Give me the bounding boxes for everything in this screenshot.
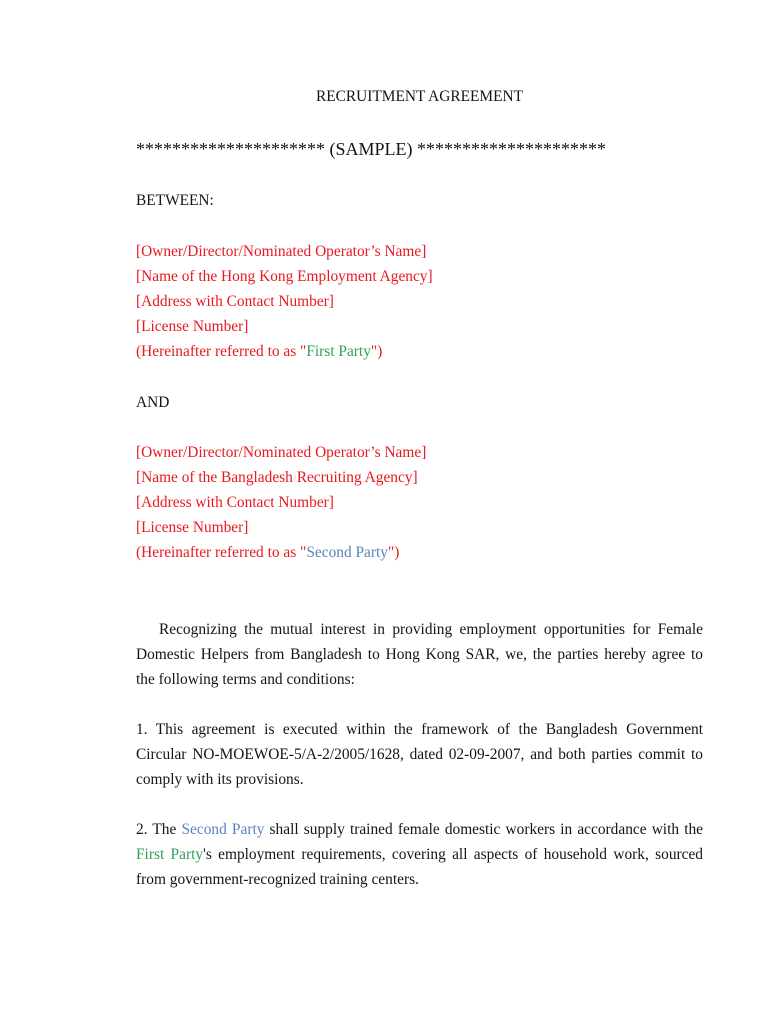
first-party-term: First Party — [136, 846, 204, 864]
first-party-term: First Party — [306, 343, 371, 361]
second-party-referred-as — [136, 540, 703, 565]
clause-1-line: Circular NO-MOEWOE-5/A-2/2005/1628, dated 02-09-2007, and both parties commit to — [136, 746, 703, 764]
clause-2 — [136, 817, 703, 892]
clause-1-line: comply with its provisions. — [136, 771, 304, 789]
first-party-agency-name: [Name of the Hong Kong Employment Agency] — [136, 268, 433, 286]
referred-suffix: ") — [388, 544, 400, 562]
first-party-owner-name: [Owner/Director/Nominated Operator’s Name] — [136, 243, 427, 260]
intro-line: the following terms and conditions: — [136, 671, 355, 689]
clause-2-text: from government-recognized training centers. — [136, 871, 419, 889]
clause-2-line — [136, 867, 703, 892]
sample-banner: ********************* (SAMPLE) ********************* — [136, 139, 607, 159]
intro-paragraph — [136, 617, 703, 692]
second-party-agency-name: [Name of the Bangladesh Recruiting Agency] — [136, 469, 418, 487]
and-label: AND — [136, 394, 170, 411]
first-party-license: [License Number] — [136, 318, 249, 336]
clause-2-text: shall supply trained female domestic workers in accordance with the — [264, 821, 703, 838]
clause-2-line — [136, 817, 703, 842]
first-party-address: [Address with Contact Number] — [136, 293, 334, 311]
clause-2-text: 's employment requirements, covering all aspects of household work, sourced — [203, 846, 703, 864]
second-party-address: [Address with Contact Number] — [136, 494, 334, 512]
intro-line: Recognizing the mutual interest in providing employment opportunities for Female — [159, 621, 703, 638]
second-party-term: Second Party — [181, 821, 265, 838]
between-label: BETWEEN: — [136, 192, 214, 209]
second-party-owner-name: [Owner/Director/Nominated Operator’s Name] — [136, 444, 427, 461]
second-party-term: Second Party — [306, 544, 388, 562]
first-party-referred-as — [136, 339, 703, 364]
referred-prefix: (Hereinafter referred to as " — [136, 343, 307, 361]
referred-prefix: (Hereinafter referred to as " — [136, 544, 307, 562]
clause-1-line: 1. This agreement is executed within the framework of the Bangladesh Government — [136, 721, 703, 738]
clause-1 — [136, 717, 703, 792]
referred-suffix: ") — [370, 343, 383, 361]
document-title: RECRUITMENT AGREEMENT — [315, 88, 524, 105]
intro-line: Domestic Helpers from Bangladesh to Hong Kong SAR, we, the parties hereby agree to — [136, 646, 703, 664]
clause-2-text: 2. The — [136, 821, 182, 838]
first-party-details — [136, 239, 703, 364]
second-party-license: [License Number] — [136, 519, 249, 537]
second-party-details — [136, 440, 703, 565]
clause-2-line — [136, 842, 703, 867]
